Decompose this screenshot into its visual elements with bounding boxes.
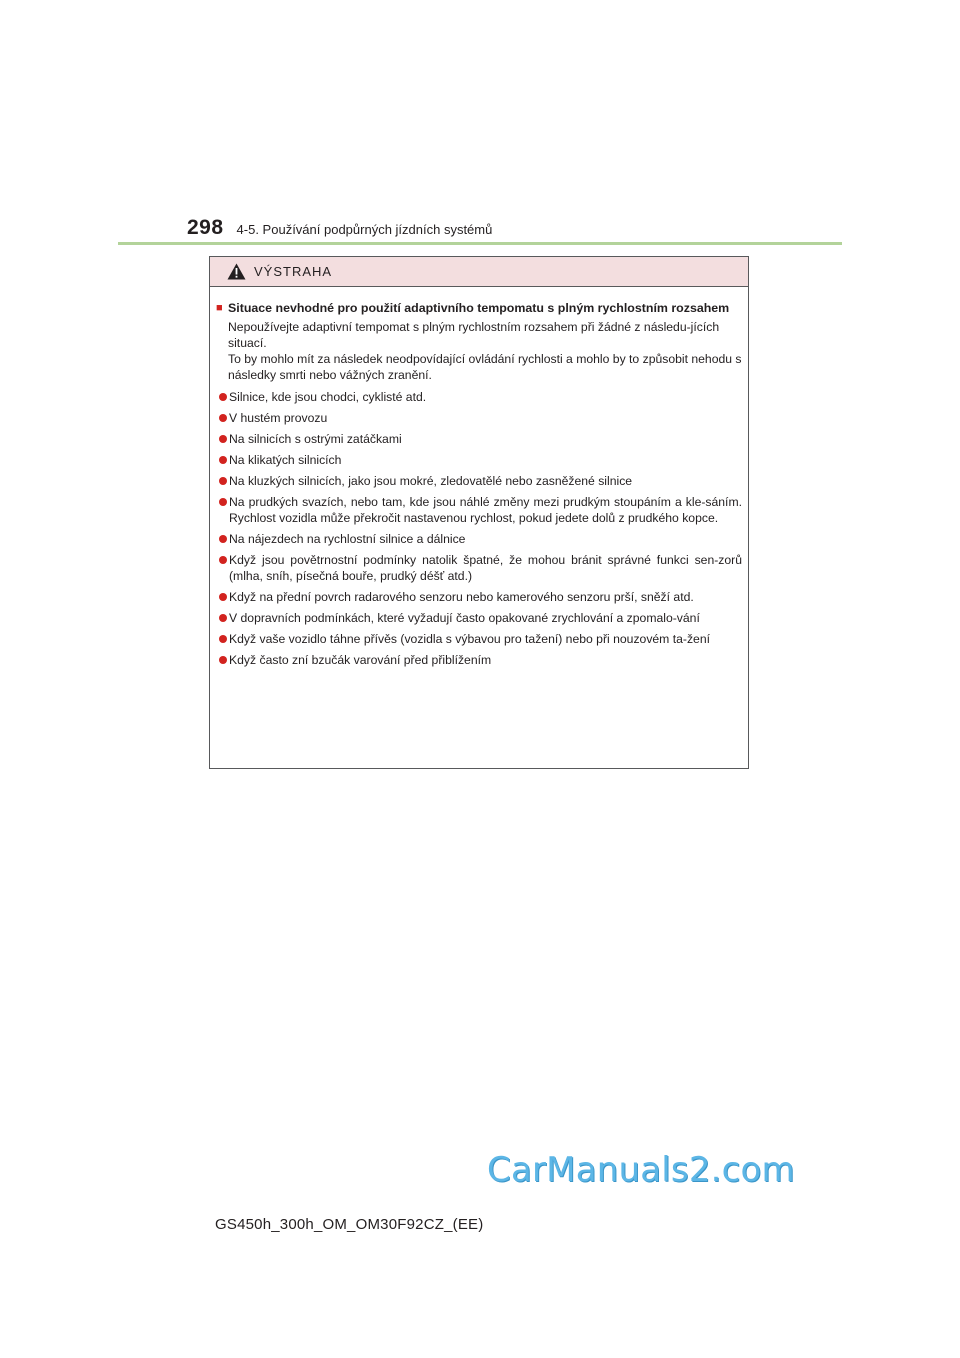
list-item-text: Na prudkých svazích, nebo tam, kde jsou náhlé změny mezi prudkým stoupáním a kle-sáním. Rychlost vozidla může překročit nastavenou rychlost, pokud jedete dolů z prudkého kopce.	[229, 495, 742, 525]
list-item-text: Když jsou povětrnostní podmínky natolik špatné, že mohou bránit správné funkci sen-zorů (mlha, sníh, písečná bouře, prudký déšť atd.)	[229, 553, 742, 583]
list-item	[216, 452, 742, 468]
list-item	[216, 494, 742, 526]
list-item	[216, 431, 742, 447]
list-item-text: Když vaše vozidlo táhne přívěs (vozidla s výbavou pro tažení) nebo při nouzovém ta-žení	[229, 632, 710, 646]
document-code: GS450h_300h_OM_OM30F92CZ_(EE)	[215, 1216, 484, 1233]
intro-paragraph: To by mohlo mít za následek neodpovídající ovládání rychlosti a mohlo by to způsobit nehodu s následky smrti nebo vážných zranění.	[228, 352, 742, 382]
square-bullet-icon: ■	[216, 302, 223, 314]
bullet-icon	[216, 589, 229, 605]
bullet-icon	[216, 652, 229, 668]
bullet-icon	[216, 631, 229, 647]
warning-triangle-icon	[227, 263, 246, 280]
list-item	[216, 531, 742, 547]
bullet-icon	[216, 552, 229, 568]
list-item	[216, 389, 742, 405]
list-item	[216, 652, 742, 668]
warning-header	[210, 257, 748, 287]
page-number: 298	[187, 216, 224, 239]
bullet-icon	[216, 473, 229, 489]
list-item	[216, 410, 742, 426]
bullet-icon	[216, 431, 229, 447]
bullet-icon	[216, 610, 229, 626]
bullet-icon	[216, 531, 229, 547]
list-item	[216, 589, 742, 605]
list-item	[216, 473, 742, 489]
bullet-icon	[216, 389, 229, 405]
list-item	[216, 631, 742, 647]
list-item	[216, 552, 742, 584]
list-item-text: Na klikatých silnicích	[229, 453, 342, 467]
list-item-text: V dopravních podmínkách, které vyžadují často opakované zrychlování a zpomalo-vání	[229, 611, 700, 625]
section-title: 4-5. Používání podpůrných jízdních systémů	[236, 222, 493, 237]
bullet-icon	[216, 452, 229, 468]
subheading-text: Situace nevhodné pro použití adaptivního tempomatu s plným rychlostním rozsahem	[228, 301, 730, 315]
list-item-text: Na kluzkých silnicích, jako jsou mokré, zledovatělé nebo zasněžené silnice	[229, 474, 633, 488]
list-item-text: Na silnicích s ostrými zatáčkami	[229, 432, 402, 446]
list-item	[216, 610, 742, 626]
header-divider	[118, 242, 842, 245]
intro-paragraph: Nepoužívejte adaptivní tempomat s plným rychlostním rozsahem při žádné z následu-jících situací.	[228, 320, 720, 350]
bullet-icon	[216, 494, 229, 510]
list-item-text: Na nájezdech na rychlostní silnice a dálnice	[229, 532, 466, 546]
list-item-text: Silnice, kde jsou chodci, cyklisté atd.	[229, 390, 427, 404]
list-item-text: V hustém provozu	[229, 411, 328, 425]
warning-title: VÝSTRAHA	[254, 264, 333, 279]
warning-subheading	[216, 300, 742, 316]
warning-body	[210, 287, 748, 668]
warning-intro	[228, 319, 742, 383]
bullet-icon	[216, 410, 229, 426]
list-item-text: Když na přední povrch radarového senzoru nebo kamerového senzoru prší, sněží atd.	[229, 590, 694, 604]
warning-box	[209, 256, 749, 769]
watermark-logo[interactable]: CarManuals2.com	[487, 1150, 795, 1190]
situation-list	[216, 389, 742, 668]
list-item-text: Když často zní bzučák varování před přiblížením	[229, 653, 492, 667]
